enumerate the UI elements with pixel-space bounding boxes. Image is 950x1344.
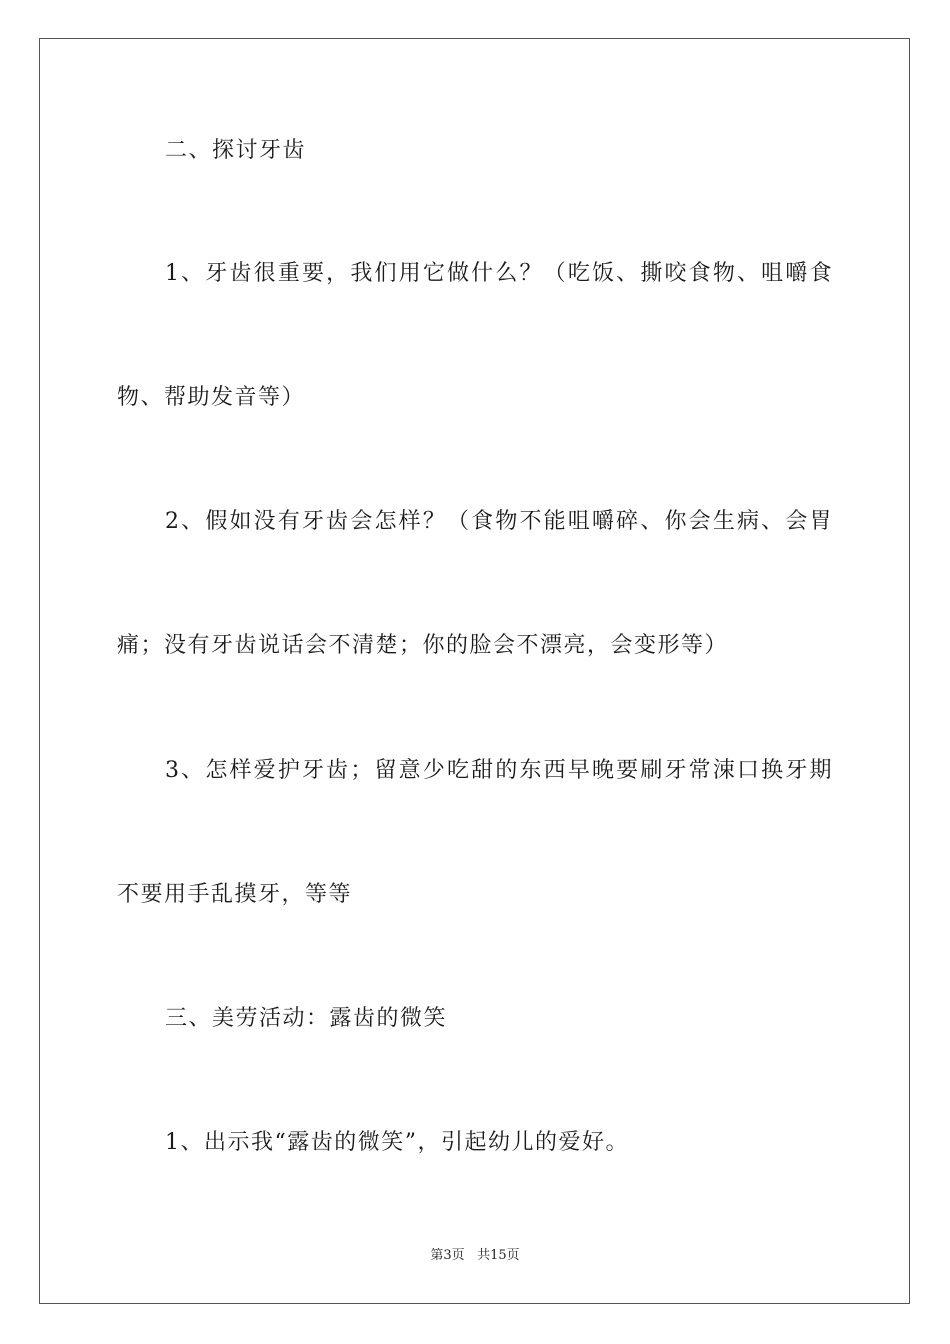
paragraph-3-line-2: 不要用手乱摸牙，等等 <box>117 882 353 907</box>
paragraph-1-line-2: 物、帮助发音等） <box>117 385 306 410</box>
paragraph-2-line-2: 痛；没有牙齿说话会不清楚；你的脸会不漂亮，会变形等） <box>117 633 729 658</box>
page-border <box>39 38 910 1304</box>
paragraph-3-line-1: 3、怎样爱护牙齿；留意少吃甜的东西早晚要刷牙常涑口换牙期 <box>165 758 833 783</box>
section-heading-3: 三、美劳活动：露齿的微笑 <box>165 1006 448 1031</box>
section-heading-2: 二、探讨牙齿 <box>165 138 307 163</box>
page-number: 第3页 <box>430 1248 465 1263</box>
page-total: 共15页 <box>477 1248 520 1263</box>
page-footer <box>0 1247 950 1265</box>
paragraph-2-line-1: 2、假如没有牙齿会怎样？（食物不能咀嚼碎、你会生病、会胃 <box>165 509 833 534</box>
paragraph-4-line-1: 1、出示我“露齿的微笑”，引起幼儿的爱好。 <box>165 1130 629 1155</box>
paragraph-1-line-1: 1、牙齿很重要，我们用它做什么？（吃饭、撕咬食物、咀嚼食 <box>165 261 833 286</box>
